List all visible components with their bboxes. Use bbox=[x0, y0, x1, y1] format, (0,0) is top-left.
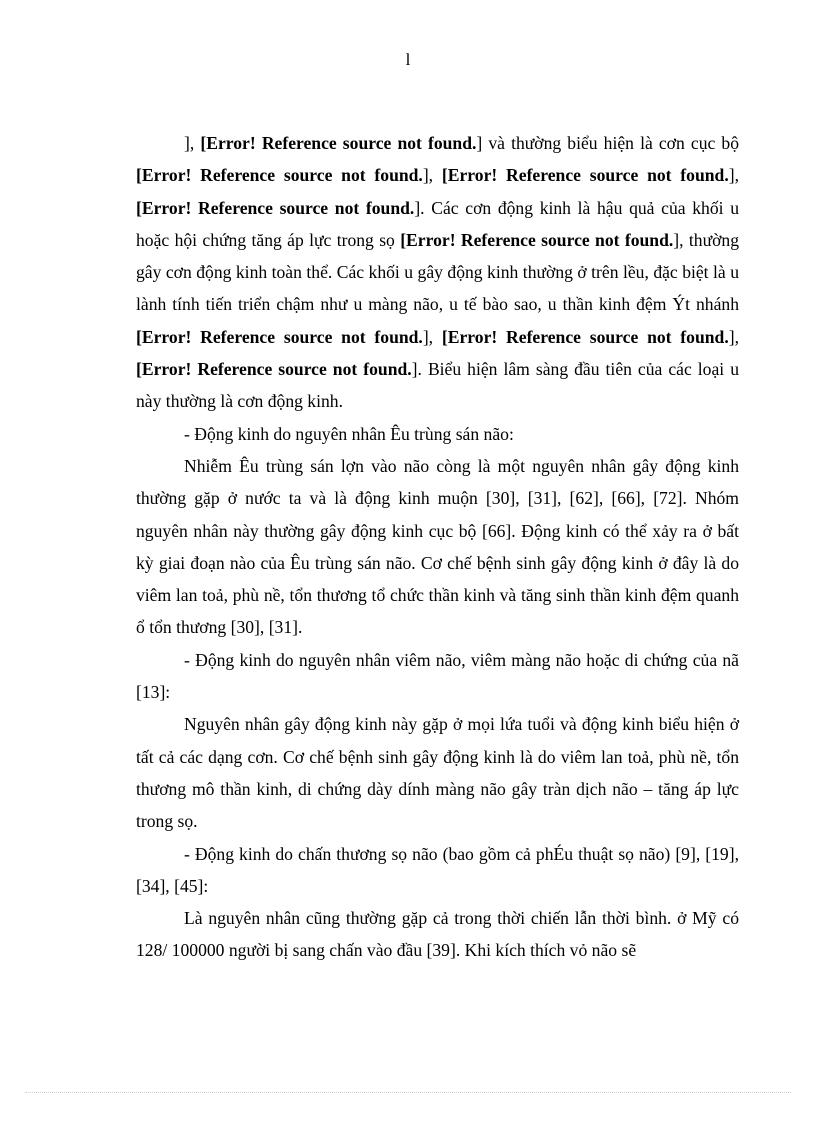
reference-error-text: [Error! Reference source not found. bbox=[136, 359, 412, 380]
reference-error-text: [Error! Reference source not found. bbox=[441, 165, 729, 186]
page-bottom-divider bbox=[25, 1092, 791, 1093]
body-text: Nguyên nhân gây động kinh này gặp ở mọi lứa tuổi và động kinh biểu hiện ở tất cả các dạng cơn. Cơ chế bệnh sinh gây động kinh là do viêm lan toả, phù nề, tổn thương mô thần kinh, di chứng dày dính màng não gây tràn dịch não – tăng áp lực trong sọ. bbox=[136, 714, 739, 832]
paragraph bbox=[136, 418, 739, 450]
body-text: ], thường gây cơn động kinh toàn thể. Các khối u gây động kinh thường ở trên lều, đặc biệt là u lành tính tiến triển chậm như u màng não, u tế bào sao, u thần kinh đệm Ýt nhánh bbox=[136, 229, 739, 315]
reference-error-text: [Error! Reference source not found. bbox=[136, 197, 415, 218]
body-text: Là nguyên nhân cũng thường gặp cả trong thời chiến lẫn thời bình. ở Mỹ có 128/ 100000 người bị sang chấn vào đầu [39]. Khi kích thích vỏ não sẽ bbox=[136, 908, 739, 961]
reference-error-text: [Error! Reference source not found. bbox=[400, 229, 674, 250]
document-body bbox=[136, 127, 739, 967]
body-text: ], bbox=[422, 165, 442, 186]
body-text: ], bbox=[422, 326, 442, 347]
paragraph bbox=[136, 902, 739, 967]
paragraph bbox=[136, 644, 739, 709]
reference-error-text: [Error! Reference source not found. bbox=[441, 326, 729, 347]
body-text: ], bbox=[184, 133, 201, 153]
body-text: ], bbox=[728, 326, 739, 347]
body-text: ], bbox=[728, 165, 739, 186]
body-text: - Động kinh do nguyên nhân Êu trùng sán não: bbox=[184, 423, 514, 444]
paragraph bbox=[136, 450, 739, 644]
body-text: ]. Biểu hiện lâm sàng đầu tiên của các loại u này thường là cơn động kinh. bbox=[136, 359, 739, 412]
body-text: ] và thường biểu hiện là cơn cục bộ bbox=[476, 133, 739, 153]
reference-error-text: [Error! Reference source not found. bbox=[136, 326, 423, 347]
body-text: ]. Các cơn động kinh là hậu quả của khối u hoặc hội chứng tăng áp lực trong sọ bbox=[136, 197, 739, 250]
body-text: Nhiễm Êu trùng sán lợn vào não còng là một nguyên nhân gây động kinh thường gặp ở nước ta và là động kinh muộn [30], [31], [62], [66], [72]. Nhóm nguyên nhân này thường gây động kinh cục bộ [66]. Động kinh có thể xảy ra ở bất kỳ giai đoạn nào của Êu trùng sán não. Cơ chế bệnh sinh gây động kinh ở đây là do viêm lan toả, phù nề, tổn thương tổ chức thần kinh và tăng sinh thần kinh đệm quanh ổ tổn thương [30], [31]. bbox=[136, 455, 739, 638]
body-text: - Động kinh do nguyên nhân viêm não, viêm màng não hoặc di chứng của nã [13]: bbox=[136, 649, 739, 703]
paragraph bbox=[136, 127, 739, 418]
paragraph bbox=[136, 838, 739, 903]
reference-error-text: [Error! Reference source not found. bbox=[136, 165, 423, 186]
reference-error-text: [Error! Reference source not found. bbox=[200, 133, 477, 153]
body-text: - Động kinh do chấn thương sọ não (bao gồm cả phÉu thuật sọ não) [9], [19], [34], [45]: bbox=[136, 843, 739, 896]
page-number: l bbox=[405, 50, 411, 69]
paragraph bbox=[136, 708, 739, 837]
